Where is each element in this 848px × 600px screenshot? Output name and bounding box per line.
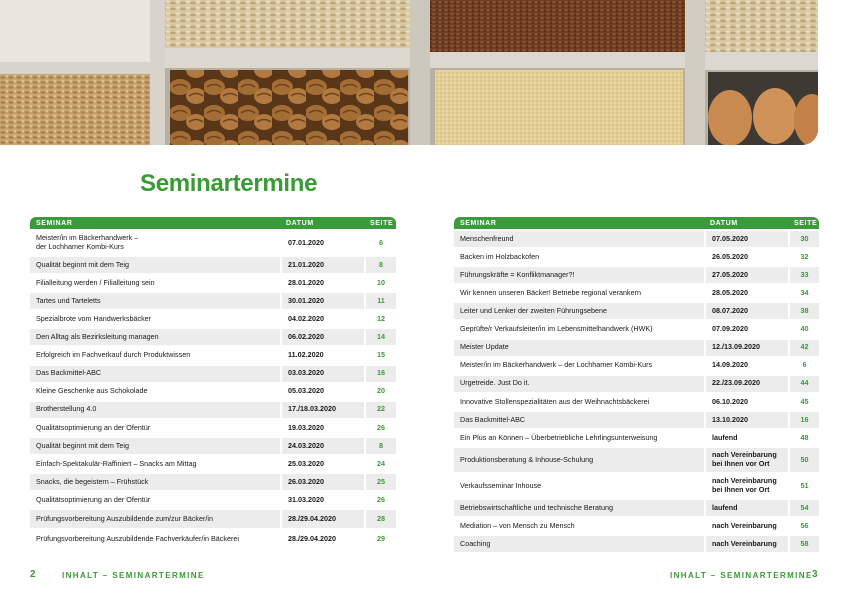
seminar-date: 28.01.2020	[280, 275, 364, 291]
seminar-name: Einfach-Spektakulär-Raffiniert – Snacks am Mittag	[36, 458, 197, 468]
seminar-date: 25.03.2020	[280, 456, 364, 472]
seminar-date: 30.01.2020	[280, 293, 364, 309]
table-row	[454, 474, 819, 498]
table-row	[454, 500, 819, 516]
table-row	[454, 285, 819, 301]
footer-label-right: INHALT – SEMINARTERMINE	[670, 571, 813, 580]
seminar-name: Kleine Geschenke aus Schokolade	[36, 386, 148, 396]
seminar-name: Den Alltag als Bezirksleitung managen	[30, 329, 280, 345]
seminar-page: 26	[364, 420, 396, 436]
seminar-page: 26	[364, 492, 396, 508]
seminar-date: 05.03.2020	[280, 384, 364, 400]
seminar-name: Ein Plus an Können – Überbetriebliche Lehrlingsunterweisung	[460, 432, 658, 442]
table-row	[30, 456, 396, 472]
table-header-row	[454, 217, 819, 229]
table-row	[454, 518, 819, 534]
seminar-date: laufend	[704, 500, 788, 516]
seminar-page: 16	[364, 366, 396, 382]
seminar-name: Brotherstellung 4.0	[30, 402, 280, 418]
seminar-page: 15	[364, 347, 396, 363]
seminar-date: 26.05.2020	[704, 249, 788, 265]
seminar-page: 54	[788, 500, 819, 516]
seminar-table-left	[30, 215, 396, 550]
seminar-date: 27.05.2020	[704, 267, 788, 283]
seminar-name: Tartes und Tarteletts	[30, 293, 280, 309]
seminar-name: Qualität beginnt mit dem Teig	[30, 438, 280, 454]
seminar-name: Verkaufsseminar Inhouse	[460, 480, 542, 490]
seminar-name: Qualitätsoptimierung an der Ofentür	[36, 422, 151, 432]
seminar-date: 07.05.2020	[704, 231, 788, 247]
seminar-page: 12	[364, 311, 396, 327]
table-row	[30, 420, 396, 436]
seminar-date: 12./13.09.2020	[704, 340, 788, 356]
table-row	[454, 267, 819, 283]
seminar-page: 58	[788, 536, 819, 552]
table-row	[454, 358, 819, 374]
seminar-name: Prüfungsvorbereitung Auszubildende Fachverkäufer/in Bäckerei	[36, 533, 239, 543]
seminar-name: Menschenfreund	[454, 231, 704, 247]
seminar-date: 21.01.2020	[280, 257, 364, 273]
table-row	[30, 402, 396, 418]
column-header-seite: SEITE	[788, 217, 819, 229]
seminar-page: 34	[788, 285, 819, 301]
seminar-page: 25	[364, 474, 396, 490]
table-row	[30, 275, 396, 291]
seminar-page: 11	[364, 293, 396, 309]
seminar-date: 28./29.04.2020	[280, 530, 364, 548]
seminar-date: 17./18.03.2020	[280, 402, 364, 418]
seminar-page: 8	[364, 257, 396, 273]
seminar-page: 50	[788, 448, 819, 472]
page-title: Seminartermine	[140, 170, 318, 197]
seminar-page: 10	[364, 275, 396, 291]
table-row	[30, 438, 396, 454]
table-row	[30, 474, 396, 490]
seminar-name: Filialleitung werden / Filialleitung sein	[36, 277, 155, 287]
seminar-page: 33	[788, 267, 819, 283]
table-row	[30, 293, 396, 309]
header-photo-grains	[0, 0, 818, 145]
seminar-date: nach Vereinbarung	[704, 518, 788, 534]
seminar-page: 16	[788, 412, 819, 428]
seminar-date: 13.10.2020	[704, 412, 788, 428]
column-header-seite: SEITE	[364, 217, 396, 229]
seminar-date: 28./29.04.2020	[280, 510, 364, 528]
seminar-date: nach Vereinbarung	[704, 536, 788, 552]
table-row	[30, 384, 396, 400]
seminar-name: Qualitätsoptimierung an der Ofentür	[36, 494, 151, 504]
seminar-name: Snacks, die begeistern – Frühstück	[30, 474, 280, 490]
seminar-date: 06.02.2020	[280, 329, 364, 345]
seminar-name: Qualität beginnt mit dem Teig	[30, 257, 280, 273]
seminar-date: 07.09.2020	[704, 321, 788, 337]
seminar-page: 38	[788, 303, 819, 319]
seminar-page: 28	[364, 510, 396, 528]
seminar-date: 31.03.2020	[280, 492, 364, 508]
seminar-name: Meister/in im Bäckerhandwerk – der Lochhamer Kombi-Kurs	[460, 360, 653, 370]
table-row	[30, 530, 396, 548]
seminar-date: 28.05.2020	[704, 285, 788, 301]
seminar-date: 04.02.2020	[280, 311, 364, 327]
column-header-datum: DATUM	[280, 217, 364, 229]
table-row	[454, 376, 819, 392]
table-row	[454, 412, 819, 428]
table-row	[454, 536, 819, 552]
seminar-date: 24.03.2020	[280, 438, 364, 454]
seminar-name: Produktionsberatung & Inhouse-Schulung	[454, 448, 704, 472]
seminar-name: Coaching	[454, 536, 704, 552]
table-row	[454, 430, 819, 446]
seminar-page: 48	[788, 430, 819, 446]
seminar-page: 42	[788, 340, 819, 356]
column-header-datum: DATUM	[704, 217, 788, 229]
seminar-page: 56	[788, 518, 819, 534]
seminar-date: 14.09.2020	[704, 358, 788, 374]
seminar-name: Leiter und Lenker der zweiten Führungsebene	[454, 303, 704, 319]
seminar-name: Prüfungsvorbereitung Auszubildende zum/zur Bäcker/in	[30, 510, 280, 528]
seminar-page: 29	[364, 530, 396, 548]
seminar-page: 6	[364, 231, 396, 255]
table-row	[30, 492, 396, 508]
seminar-name: Innovative Stollenspezialitäten aus der Weihnachtsbäckerei	[460, 396, 650, 406]
table-row	[454, 340, 819, 356]
seminar-name: Geprüfte/r Verkaufsleiter/in im Lebensmittelhandwerk (HWK)	[460, 324, 653, 334]
seminar-date: 08.07.2020	[704, 303, 788, 319]
table-row	[30, 347, 396, 363]
table-row	[454, 448, 819, 472]
seminar-name: Das Backmittel-ABC	[30, 366, 280, 382]
seminar-date: 11.02.2020	[280, 347, 364, 363]
table-row	[30, 366, 396, 382]
seminar-page: 45	[788, 394, 819, 410]
seminar-page: 22	[364, 402, 396, 418]
seminar-name: Betriebswirtschaftliche und technische Beratung	[454, 500, 704, 516]
seminar-name: Wir kennen unseren Bäcker! Betriebe regional verankern	[460, 288, 641, 297]
seminar-name: Meister Update	[454, 340, 704, 356]
seminar-page: 20	[364, 384, 396, 400]
seminar-page: 6	[788, 358, 819, 374]
page-number-left: 2	[30, 569, 36, 580]
table-row	[454, 321, 819, 337]
table-row	[454, 249, 819, 265]
seminar-date: nach Vereinbarung bei Ihnen vor Ort	[704, 474, 788, 498]
seminar-date: 19.03.2020	[280, 420, 364, 436]
table-row	[30, 257, 396, 273]
seminar-date: 07.01.2020	[280, 231, 364, 255]
table-row	[30, 510, 396, 528]
seminar-name: Mediation – von Mensch zu Mensch	[460, 520, 575, 530]
seminar-page: 30	[788, 231, 819, 247]
seminar-date: 26.03.2020	[280, 474, 364, 490]
footer-label-left: INHALT – SEMINARTERMINE	[62, 571, 205, 580]
seminar-name: Spezialbrote vom Handwerksbäcker	[36, 314, 152, 323]
seminar-page: 8	[364, 438, 396, 454]
table-row	[454, 303, 819, 319]
seminar-name: Urgetreide. Just Do it.	[454, 376, 704, 392]
seminar-name: Erfolgreich im Fachverkauf durch Produktwissen	[36, 350, 191, 360]
seminar-date: 06.10.2020	[704, 394, 788, 410]
seminar-name: Das Backmittel-ABC	[454, 412, 704, 428]
seminar-date: laufend	[704, 430, 788, 446]
seminar-date: 03.03.2020	[280, 366, 364, 382]
column-header-seminar: SEMINAR	[30, 217, 280, 229]
table-row	[30, 231, 396, 255]
table-header-row	[30, 217, 396, 229]
seminar-name: Führungskräfte = Konfliktmanager?!	[454, 267, 704, 283]
seminar-name: Meister/in im Bäckerhandwerk – der Lochhamer Kombi-Kurs	[36, 233, 139, 251]
seminar-page: 44	[788, 376, 819, 392]
seminar-table-right	[454, 215, 819, 554]
seminar-date: 22./23.09.2020	[704, 376, 788, 392]
page-number-right: 3	[812, 569, 818, 580]
table-row	[454, 394, 819, 410]
table-row	[30, 329, 396, 345]
seminar-page: 40	[788, 321, 819, 337]
seminar-page: 14	[364, 329, 396, 345]
seminar-page: 24	[364, 456, 396, 472]
seminar-page: 51	[788, 474, 819, 498]
column-header-seminar: SEMINAR	[454, 217, 704, 229]
seminar-name: Backen im Holzbackofen	[460, 251, 540, 261]
table-row	[454, 231, 819, 247]
seminar-page: 32	[788, 249, 819, 265]
seminar-date: nach Vereinbarung bei Ihnen vor Ort	[704, 448, 788, 472]
table-row	[30, 311, 396, 327]
